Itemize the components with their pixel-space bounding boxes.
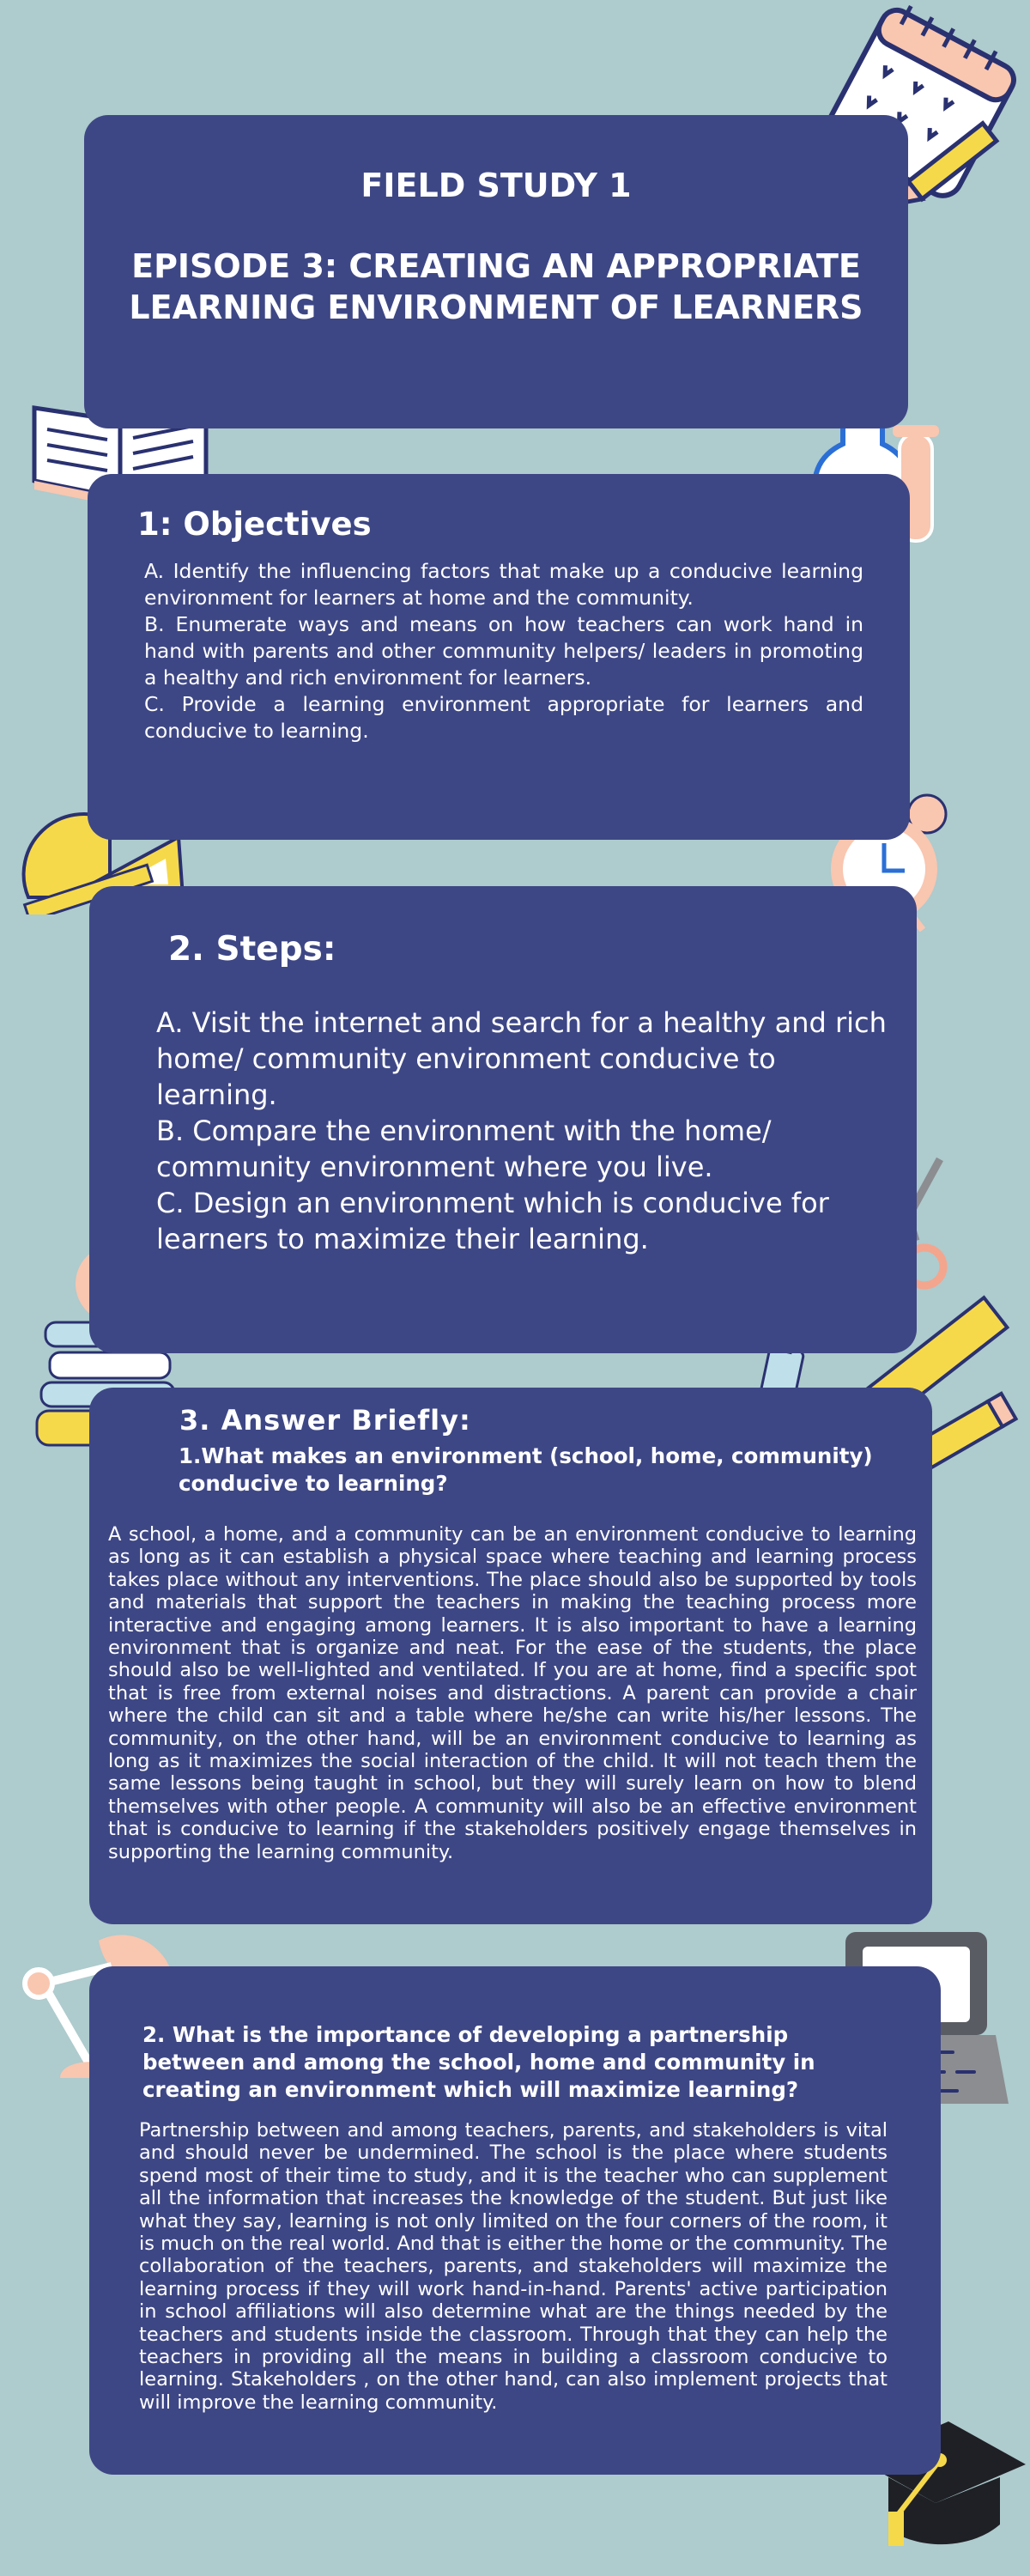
answer-2-text: Partnership between and among teachers, parents, and stakeholders is vital and should never be undermined. The school is the place where students spend most of their time to study, and it is the teacher who can supplement all the information that increases the knowledge of the student. But just like what they say, learning is not only limited on the four corners of the room, it is much on the real world. And that is either the home or the community. The collaboration of the teachers, parents, and stakeholders will maximize the learning process if they will work hand-in-hand. Parents' active participation in school affiliations will also determine what are the things needed by the teachers and students inside the classroom. Through that they can help the teachers in providing all the means in building a classroom conducive to learning. Stakeholders , on the other hand, can also implement projects that will improve the learning community.: [139, 2119, 888, 2414]
steps-text: A. Visit the internet and search for a healthy and rich home/ community environment conducive to learning. B. Compare the environment with the home/ community environment where you live. C. Design an environment which is conducive for learners to maximize their learning.: [156, 1006, 887, 1255]
objectives-card: [88, 474, 910, 840]
episode-title: EPISODE 3: CREATING AN APPROPRIATE LEARNING ENVIRONMENT OF LEARNERS: [129, 247, 863, 326]
objectives-heading: 1: Objectives: [137, 506, 372, 543]
steps-heading: 2. Steps:: [168, 930, 336, 969]
answer-card-1: [89, 1388, 932, 1924]
document-title: FIELD STUDY 1: [360, 167, 632, 204]
answer-card-2: [89, 1966, 941, 2475]
steps-card: [89, 886, 917, 1353]
answer-1-text: A school, a home, and a community can be an environment conducive to learning as long as it can establish a physical space where teaching and learning process takes place without any interventions. The place should also be supported by tools and materials that support the teachers in making the teaching process more interactive and engaging among learners. It is also important to have a learning environment that is organize and neat. For the ease of the students, the place should also be well-lighted and ventilated. If you are at home, find a specific spot that is free from external noises and distractions. A parent can provide a chair where the child can sit and a table where he/she can write his/her lessons. The community, on the other hand, will be an environment conducive to learning as long as it maximizes the social interaction of the child. It will not teach them the same lessons being taught in school, but they will surely learn on how to blend themselves with other people. A community will also be an effective environment that is conducive to learning if the stakeholders positively engage themselves in supporting the learning community.: [108, 1523, 917, 1863]
objectives-text: A. Identify the influencing factors that make up a conducive learning environment for learners at home and the community. B. Enumerate ways and means on how teachers can work hand in hand with parents and other community helpers/ leaders in promoting a healthy and rich environment for learners. C. Provide a learning environment appropriate for learners and conducive to learning.: [144, 559, 863, 743]
question-1: 1.What makes an environment (school, home, community) conducive to learning?: [179, 1443, 873, 1496]
answer-heading: 3. Answer Briefly:: [179, 1404, 471, 1437]
title-card: [84, 115, 908, 428]
question-2: 2. What is the importance of developing a partnership between and among the school, home and community in creating an environment which will maximize learning?: [142, 2022, 815, 2102]
